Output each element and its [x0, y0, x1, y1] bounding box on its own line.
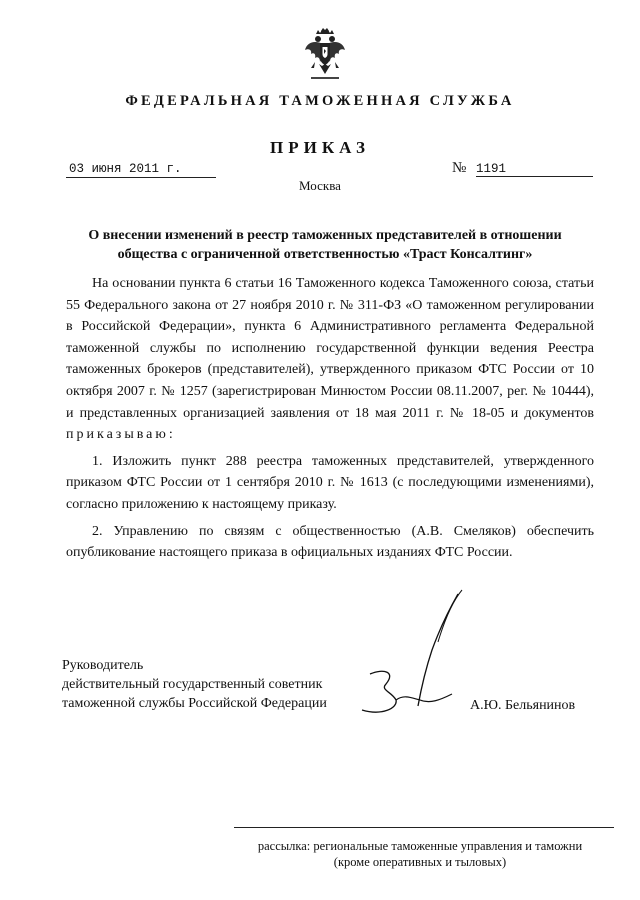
order-date-value: 03 июня 2011 г.: [69, 162, 182, 176]
document-title: [70, 226, 580, 264]
agency-name: ФЕДЕРАЛЬНАЯ ТАМОЖЕННАЯ СЛУЖБА: [125, 93, 515, 109]
document-type: ПРИКАЗ: [270, 138, 370, 157]
signer-name: А.Ю. Бельянинов: [470, 698, 576, 713]
order-number: [452, 160, 600, 177]
position-line-1: Руководитель: [62, 658, 144, 673]
coat-of-arms-icon: [303, 28, 347, 82]
city: Москва: [299, 178, 341, 193]
order-date: [66, 162, 216, 178]
position-line-3: таможенной службы Российской Федерации: [62, 696, 327, 711]
signer-position: [62, 656, 362, 713]
preamble-paragraph: [66, 273, 594, 446]
order-number-value: 1191: [476, 162, 593, 177]
document-body: [66, 273, 594, 564]
title-line-1: О внесении изменений в реестр таможенных представителей в отношении: [88, 228, 562, 243]
distribution-divider: [234, 827, 614, 828]
title-line-2: общества с ограниченной ответственностью «Траст Консалтинг»: [117, 247, 533, 262]
number-sign: №: [452, 160, 467, 176]
item-2: 2. Управлению по связям с общественностью (А.В. Смеляков) обеспечить опубликование настоящего приказа в официальных изданиях ФТС России.: [66, 523, 594, 561]
distribution-list: [230, 838, 610, 870]
order-word: приказываю:: [66, 427, 176, 443]
distribution-line-1: рассылка: региональные таможенные управления и таможни: [257, 839, 583, 853]
position-line-2: действительный государственный советник: [62, 677, 323, 692]
preamble-text: На основании пункта 6 статьи 16 Таможенного кодекса Таможенного союза, статьи 55 Федерального закона от 27 ноября 2010 г. № 311-ФЗ «О таможенном регулировании в Российской Федерации», пункта 6 Административного регламента Федеральной таможенной службы по исполнению государственной функции ведения Реестра таможенных брокеров (представителей), утвержденного приказом ФТС России от 10 октября 2007 г. № 1257 (зарегистрирован Минюстом России 08.11.2007, рег. № 10444), и представленных организацией заявления от 18 мая 2011 г. № 18-05 и документов: [66, 276, 594, 421]
item-1: 1. Изложить пункт 288 реестра таможенных представителей, утвержденного приказом ФТС России от 1 сентября 2010 г. № 1613 (с последующими изменениями), согласно приложению к настоящему приказу.: [66, 453, 594, 512]
distribution-line-2: (кроме оперативных и тыловых): [333, 855, 507, 869]
